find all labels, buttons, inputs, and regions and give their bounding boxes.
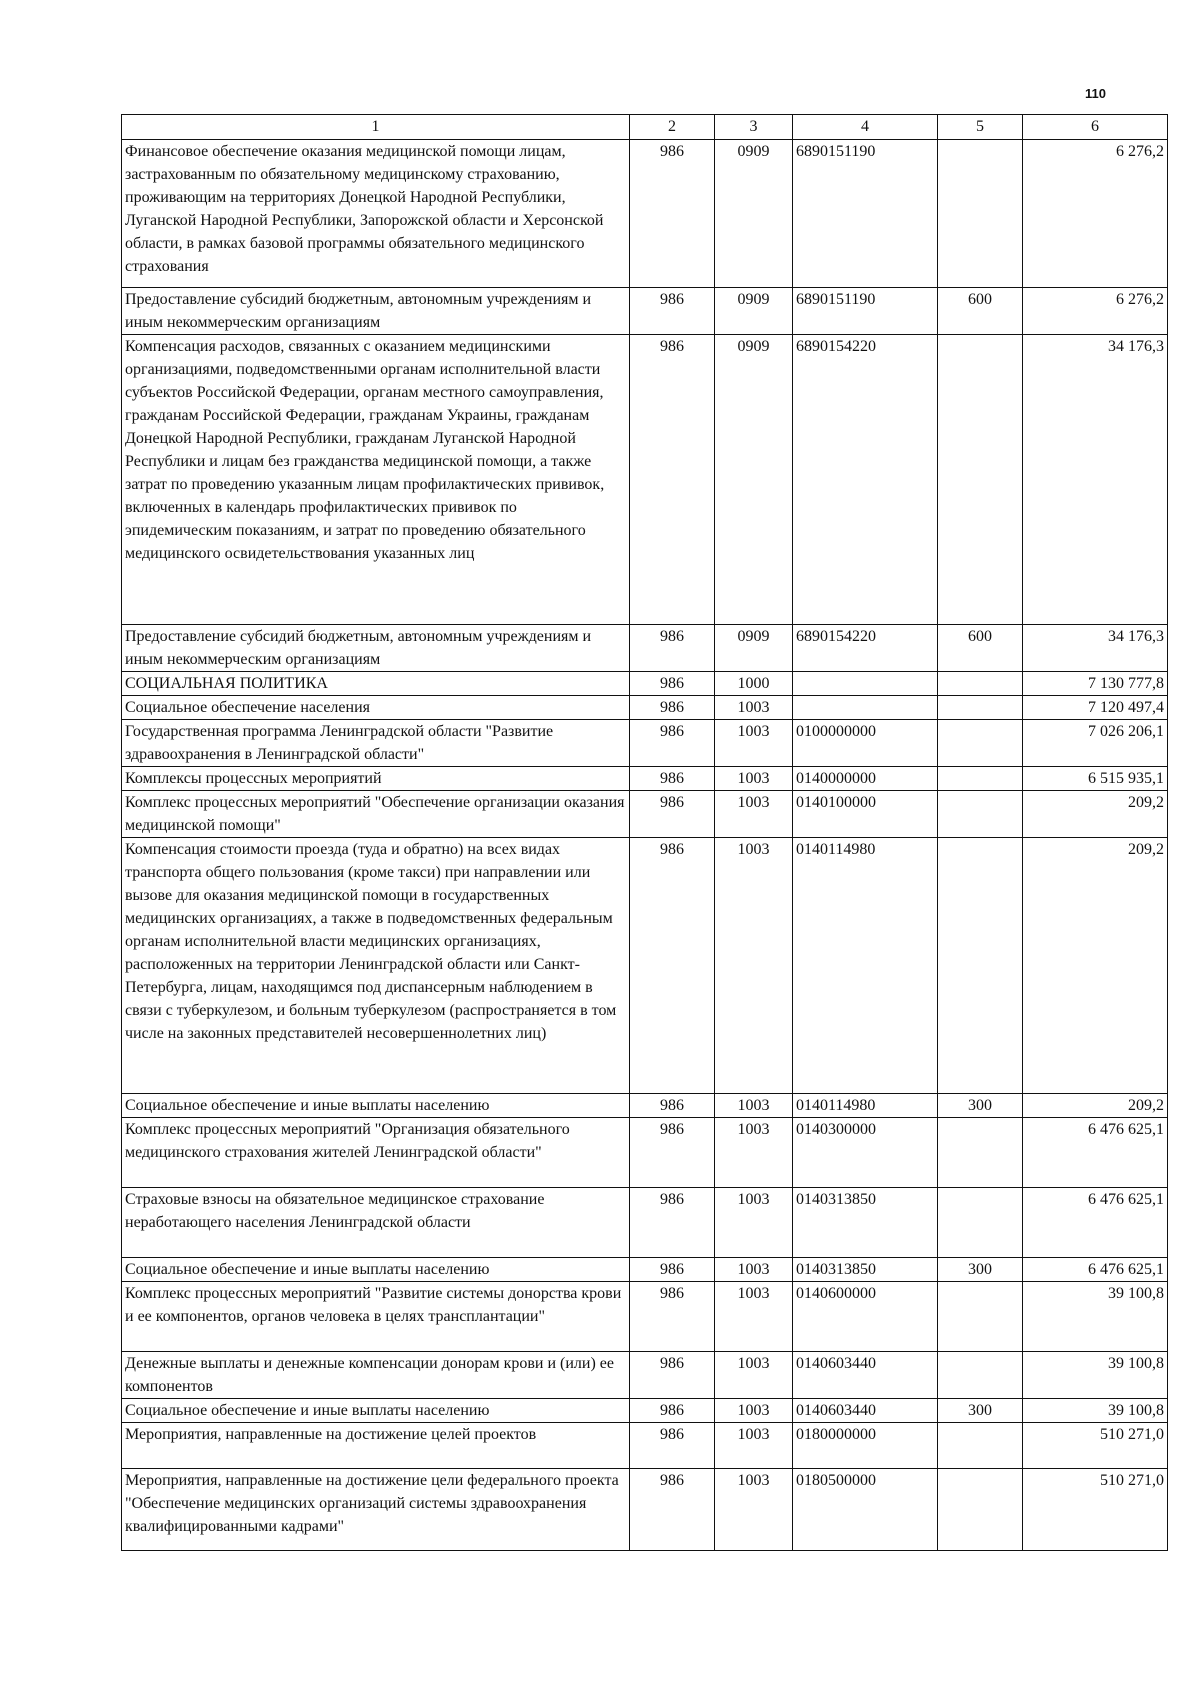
table-row (122, 335, 1168, 625)
amount-cell: 39 100,8 (1023, 1399, 1168, 1423)
section-code-cell: 1003 (715, 1094, 793, 1118)
target-article-cell: 6890151190 (793, 140, 938, 288)
table-row (122, 1399, 1168, 1423)
ved-code-cell: 986 (630, 1118, 715, 1188)
expense-type-cell (938, 767, 1023, 791)
expense-type-cell (938, 1469, 1023, 1551)
table-row (122, 838, 1168, 1094)
row-name-cell: Денежные выплаты и денежные компенсации донорам крови и (или) ее компонентов (122, 1352, 630, 1399)
target-article-cell: 0180000000 (793, 1423, 938, 1469)
section-code-cell: 1003 (715, 720, 793, 767)
ved-code-cell: 986 (630, 696, 715, 720)
expense-type-cell: 600 (938, 288, 1023, 335)
expense-type-cell (938, 720, 1023, 767)
row-name-cell: Государственная программа Ленинградской области "Развитие здравоохранения в Ленинградской области" (122, 720, 630, 767)
section-code-cell: 1003 (715, 1399, 793, 1423)
amount-cell: 6 476 625,1 (1023, 1258, 1168, 1282)
ved-code-cell: 986 (630, 1282, 715, 1352)
expense-type-cell (938, 1188, 1023, 1258)
section-code-cell: 1003 (715, 1118, 793, 1188)
expense-type-cell (938, 838, 1023, 1094)
column-header: 4 (793, 115, 938, 140)
table-row (122, 1469, 1168, 1551)
table-row (122, 696, 1168, 720)
ved-code-cell: 986 (630, 1094, 715, 1118)
target-article-cell: 0140100000 (793, 791, 938, 838)
table-row (122, 1094, 1168, 1118)
table-row (122, 288, 1168, 335)
row-name-cell: Финансовое обеспечение оказания медицинской помощи лицам, застрахованным по обязательному медицинскому страхованию, проживающим на территориях Донецкой Народной Республики, Луганской Народной Республики, Запорожской области и Херсонской области, в рамках базовой программы обязательного медицинского страхования (122, 140, 630, 288)
section-code-cell: 1000 (715, 672, 793, 696)
amount-cell: 510 271,0 (1023, 1469, 1168, 1551)
section-code-cell: 0909 (715, 140, 793, 288)
expense-type-cell (938, 791, 1023, 838)
target-article-cell: 0140603440 (793, 1399, 938, 1423)
section-code-cell: 1003 (715, 696, 793, 720)
section-code-cell: 0909 (715, 625, 793, 672)
row-name-cell: Социальное обеспечение и иные выплаты населению (122, 1399, 630, 1423)
row-name-cell: Компенсация стоимости проезда (туда и обратно) на всех видах транспорта общего пользования (кроме такси) при направлении или вызове для оказания медицинской помощи в государственных медицинских организациях, а также в подведомственных федеральным органам исполнительной власти медицинских организациях, расположенных на территории Ленинградской области или Санкт-Петербурга, лицам, находящимся под диспансерным наблюдением в связи с туберкулезом, и больным туберкулезом (распространяется в том числе на законных представителей несовершеннолетних лиц) (122, 838, 630, 1094)
section-code-cell: 1003 (715, 838, 793, 1094)
target-article-cell: 0140114980 (793, 838, 938, 1094)
row-name-cell: Комплекс процессных мероприятий "Обеспечение организации оказания медицинской помощи" (122, 791, 630, 838)
section-code-cell: 1003 (715, 1258, 793, 1282)
row-name-cell: СОЦИАЛЬНАЯ ПОЛИТИКА (122, 672, 630, 696)
amount-cell: 6 515 935,1 (1023, 767, 1168, 791)
ved-code-cell: 986 (630, 140, 715, 288)
ved-code-cell: 986 (630, 1188, 715, 1258)
table-row (122, 1258, 1168, 1282)
ved-code-cell: 986 (630, 625, 715, 672)
target-article-cell: 6890154220 (793, 335, 938, 625)
target-article-cell: 0140313850 (793, 1258, 938, 1282)
expense-type-cell (938, 140, 1023, 288)
expense-type-cell (938, 696, 1023, 720)
expense-type-cell (938, 1282, 1023, 1352)
amount-cell: 209,2 (1023, 791, 1168, 838)
target-article-cell: 0140300000 (793, 1118, 938, 1188)
row-name-cell: Страховые взносы на обязательное медицинское страхование неработающего населения Ленинградской области (122, 1188, 630, 1258)
table-row (122, 720, 1168, 767)
row-name-cell: Социальное обеспечение и иные выплаты населению (122, 1258, 630, 1282)
column-header: 5 (938, 115, 1023, 140)
row-name-cell: Предоставление субсидий бюджетным, автономным учреждениям и иным некоммерческим организациям (122, 288, 630, 335)
table-row (122, 791, 1168, 838)
ved-code-cell: 986 (630, 1258, 715, 1282)
amount-cell: 6 276,2 (1023, 140, 1168, 288)
table-row (122, 672, 1168, 696)
target-article-cell: 0140600000 (793, 1282, 938, 1352)
table-row (122, 1282, 1168, 1352)
ved-code-cell: 986 (630, 838, 715, 1094)
ved-code-cell: 986 (630, 1469, 715, 1551)
expense-type-cell (938, 1118, 1023, 1188)
table-row (122, 767, 1168, 791)
ved-code-cell: 986 (630, 288, 715, 335)
amount-cell: 209,2 (1023, 1094, 1168, 1118)
table-row (122, 625, 1168, 672)
row-name-cell: Предоставление субсидий бюджетным, автономным учреждениям и иным некоммерческим организациям (122, 625, 630, 672)
row-name-cell: Социальное обеспечение и иные выплаты населению (122, 1094, 630, 1118)
target-article-cell: 0140313850 (793, 1188, 938, 1258)
target-article-cell: 6890151190 (793, 288, 938, 335)
section-code-cell: 1003 (715, 1423, 793, 1469)
section-code-cell: 1003 (715, 1469, 793, 1551)
expense-type-cell: 600 (938, 625, 1023, 672)
expense-type-cell: 300 (938, 1258, 1023, 1282)
target-article-cell (793, 672, 938, 696)
row-name-cell: Комплекс процессных мероприятий "Организация обязательного медицинского страхования жителей Ленинградской области" (122, 1118, 630, 1188)
table-row (122, 1188, 1168, 1258)
target-article-cell (793, 696, 938, 720)
expense-type-cell: 300 (938, 1399, 1023, 1423)
section-code-cell: 0909 (715, 288, 793, 335)
row-name-cell: Мероприятия, направленные на достижение целей проектов (122, 1423, 630, 1469)
amount-cell: 6 476 625,1 (1023, 1118, 1168, 1188)
section-code-cell: 1003 (715, 1352, 793, 1399)
expense-type-cell (938, 1423, 1023, 1469)
ved-code-cell: 986 (630, 1423, 715, 1469)
expense-type-cell (938, 672, 1023, 696)
target-article-cell: 6890154220 (793, 625, 938, 672)
section-code-cell: 1003 (715, 1188, 793, 1258)
row-name-cell: Компенсация расходов, связанных с оказанием медицинскими организациями, подведомственными органам исполнительной власти субъектов Российской Федерации, органам местного самоуправления, гражданам Российской Федерации, гражданам Украины, гражданам Донецкой Народной Республики, гражданам Луганской Народной Республики и лицам без гражданства медицинской помощи, а также затрат по проведению указанным лицам профилактических прививок, включенных в календарь профилактических прививок по эпидемическим показаниям, и затрат по проведению обязательного медицинского освидетельствования указанных лиц (122, 335, 630, 625)
column-header: 3 (715, 115, 793, 140)
table-row (122, 1118, 1168, 1188)
header-row (122, 115, 1168, 140)
ved-code-cell: 986 (630, 335, 715, 625)
target-article-cell: 0140000000 (793, 767, 938, 791)
row-name-cell: Мероприятия, направленные на достижение цели федерального проекта "Обеспечение медицинских организаций системы здравоохранения квалифицированными кадрами" (122, 1469, 630, 1551)
amount-cell: 209,2 (1023, 838, 1168, 1094)
ved-code-cell: 986 (630, 1399, 715, 1423)
expense-type-cell: 300 (938, 1094, 1023, 1118)
ved-code-cell: 986 (630, 672, 715, 696)
expense-type-cell (938, 1352, 1023, 1399)
amount-cell: 7 130 777,8 (1023, 672, 1168, 696)
row-name-cell: Комплексы процессных мероприятий (122, 767, 630, 791)
amount-cell: 6 476 625,1 (1023, 1188, 1168, 1258)
ved-code-cell: 986 (630, 720, 715, 767)
row-name-cell: Социальное обеспечение населения (122, 696, 630, 720)
expense-type-cell (938, 335, 1023, 625)
amount-cell: 34 176,3 (1023, 335, 1168, 625)
amount-cell: 39 100,8 (1023, 1282, 1168, 1352)
target-article-cell: 0140603440 (793, 1352, 938, 1399)
row-name-cell: Комплекс процессных мероприятий "Развитие системы донорства крови и ее компонентов, органов человека в целях трансплантации" (122, 1282, 630, 1352)
budget-table (121, 114, 1168, 1551)
section-code-cell: 1003 (715, 1282, 793, 1352)
ved-code-cell: 986 (630, 791, 715, 838)
ved-code-cell: 986 (630, 1352, 715, 1399)
table-row (122, 1423, 1168, 1469)
table-row (122, 140, 1168, 288)
target-article-cell: 0100000000 (793, 720, 938, 767)
column-header: 6 (1023, 115, 1168, 140)
section-code-cell: 1003 (715, 767, 793, 791)
amount-cell: 34 176,3 (1023, 625, 1168, 672)
target-article-cell: 0180500000 (793, 1469, 938, 1551)
column-header: 2 (630, 115, 715, 140)
section-code-cell: 1003 (715, 791, 793, 838)
amount-cell: 6 276,2 (1023, 288, 1168, 335)
amount-cell: 39 100,8 (1023, 1352, 1168, 1399)
ved-code-cell: 986 (630, 767, 715, 791)
section-code-cell: 0909 (715, 335, 793, 625)
amount-cell: 7 120 497,4 (1023, 696, 1168, 720)
target-article-cell: 0140114980 (793, 1094, 938, 1118)
column-header: 1 (122, 115, 630, 140)
page-number: 110 (1085, 86, 1106, 101)
amount-cell: 510 271,0 (1023, 1423, 1168, 1469)
amount-cell: 7 026 206,1 (1023, 720, 1168, 767)
table-row (122, 1352, 1168, 1399)
